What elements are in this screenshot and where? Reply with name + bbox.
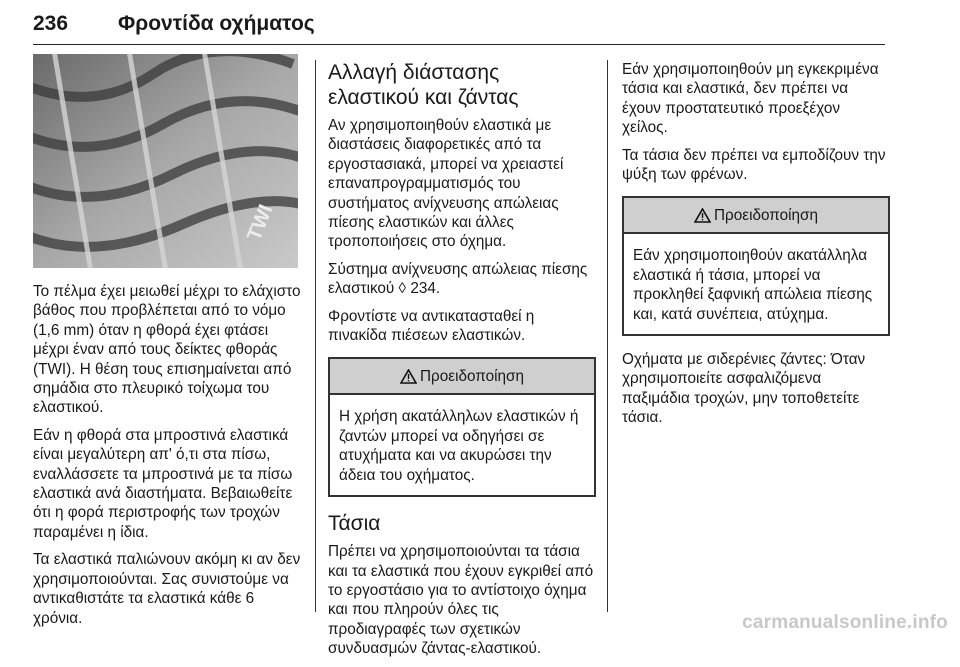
- paragraph: Εάν η φθορά στα μπροστινά ελαστικά είναι μεγαλύτερη απ' ό,τι στα πίσω, εναλλάσσετε τα μπροστινά με τα πίσω ελαστικά ανά διαστήματα. Βεβαιωθείτε ότι η φορά περιστροφής των τροχών παραμένει η ίδια.: [33, 426, 293, 541]
- tire-tread-illustration: [33, 54, 298, 268]
- column-divider: [315, 60, 316, 612]
- page-title: Φροντίδα οχήματος: [118, 12, 315, 35]
- section-heading: Τάσια: [328, 512, 381, 536]
- twi-label: TWI: [243, 201, 278, 244]
- paragraph: Τα ελαστικά παλιώνουν ακόμη κι αν δεν χρησιμοποιούνται. Σας συνιστούμε να αντικαθιστάτε τα ελαστικά κάθε 6 χρόνια.: [33, 551, 301, 627]
- header-rule: [33, 44, 885, 45]
- section-heading: Αλλαγή διάστασης ελαστικού και ζάντας: [328, 61, 519, 109]
- warning-title: Προειδοποίηση: [420, 367, 524, 385]
- column-2: [328, 60, 596, 667]
- page-number: 236: [33, 12, 69, 35]
- column-1: [33, 54, 301, 636]
- paragraph: Πρέπει να χρησιμοποιούνται τα τάσια και τα ελαστικά που έχουν εγκριθεί από το εργοστάσιο για το αντίστοιχο όχημα και που πληρούν όλες τις προδιαγραφές των σχετικών συνδυασμών ζάντας-ελαστικού.: [328, 543, 594, 658]
- column-divider: [607, 60, 608, 612]
- paragraph: Φροντίστε να αντικατασταθεί η πινακίδα πιέσεων ελαστικών.: [328, 307, 535, 345]
- paragraph: Το πέλμα έχει μειωθεί μέχρι το ελάχιστο βάθος που προβλέπεται από το νόμο (1,6 mm) όταν η φθορά έχει φτάσει μέχρι έναν από τους δείκτες φθοράς (TWI). Η θέση τους επισημαίνεται από σημάδια στο πλευρικό τοίχωμα του ελαστικού.: [33, 283, 301, 417]
- warning-header: [330, 359, 594, 395]
- paragraph: Τα τάσια δεν πρέπει να εμποδίζουν την ψύξη των φρένων.: [622, 146, 886, 184]
- paragraph: Αν χρησιμοποιηθούν ελαστικά με διαστάσεις διαφορετικές από τα εργοστασιακά, μπορεί να χρειαστεί επαναπρογραμματισμός του συστήματος ανίχνευσης απώλειας πίεσης ελαστικών και άλλες τροποποιήσεις στο όχημα.: [328, 117, 564, 251]
- warning-title: Προειδοποίηση: [714, 206, 818, 224]
- warning-text: Εάν χρησιμοποιηθούν ακατάλληλα ελαστικά ή τάσια, μπορεί να προκληθεί ξαφνική απώλεια πίεσης και, κατά συνέπεια, ατύχημα.: [633, 247, 873, 323]
- paragraph: Οχήματα με σιδερένιες ζάντες: Όταν χρησιμοποιείτε ασφαλιζόμενα παξιμάδια τροχών, μην τοποθετείτε τάσια.: [622, 351, 866, 427]
- column-3: [622, 60, 890, 436]
- paragraph: Εάν χρησιμοποιηθούν μη εγκεκριμένα τάσια και ελαστικά, δεν πρέπει να έχουν προστατευτικό προεξέχον χείλος.: [622, 61, 879, 137]
- warning-box: [328, 357, 596, 497]
- watermark: carmanualsonline.info: [742, 612, 948, 633]
- warning-text: Η χρήση ακατάλληλων ελαστικών ή ζαντών μπορεί να οδηγήσει σε ατυχήματα και να ακυρώσει την άδεια του οχήματος.: [339, 408, 579, 484]
- warning-header: [624, 198, 888, 234]
- warning-box: [622, 196, 890, 336]
- cross-reference: Σύστημα ανίχνευσης απώλειας πίεσης ελαστικού ◊ 234.: [328, 260, 588, 298]
- warning-triangle-icon: [694, 208, 711, 223]
- warning-triangle-icon: [400, 369, 417, 384]
